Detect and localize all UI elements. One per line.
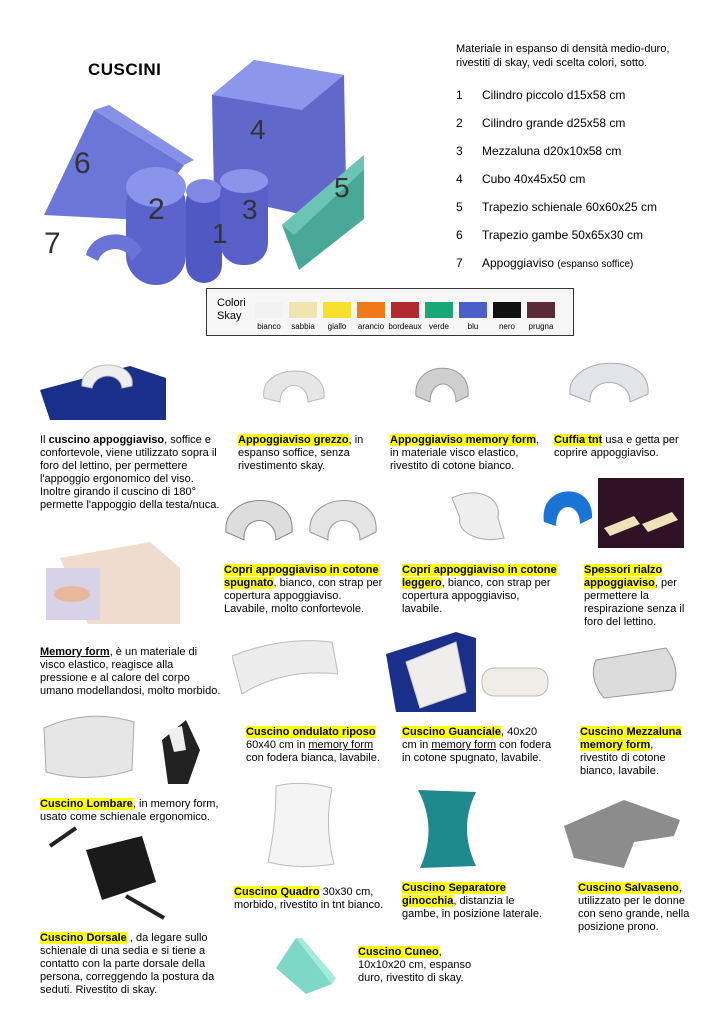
color-swatch-label: sabbia bbox=[291, 322, 315, 331]
cuscino-lombare-photo bbox=[38, 700, 216, 784]
cuscino-dorsale-photo bbox=[46, 826, 166, 920]
intro-text: Materiale in espanso di densità medio-duro, rivestiti di skay, vedi scelta colori, sotto. bbox=[456, 43, 670, 69]
color-swatch-blu bbox=[459, 302, 487, 318]
spessori-rialzo-photo bbox=[538, 478, 684, 548]
shape-number-4: 4 bbox=[250, 114, 266, 145]
list-item: 1 Cilindro piccolo d15x58 cm bbox=[456, 88, 626, 102]
color-swatch-prugna bbox=[527, 302, 555, 318]
caption-cuneo: Cuscino Cuneo, 10x10x20 cm, espanso duro, rivestito di skay. bbox=[358, 946, 472, 984]
color-swatch-bianco bbox=[255, 302, 283, 318]
cuscino-ondulato-photo bbox=[232, 632, 338, 694]
cuscino-separatore-photo bbox=[412, 786, 482, 870]
cuscino-cuneo-photo bbox=[276, 938, 336, 994]
color-swatch-verde bbox=[425, 302, 453, 318]
color-swatch-label: verde bbox=[428, 322, 449, 331]
list-item: 4 Cubo 40x45x50 cm bbox=[456, 172, 586, 186]
shape-number-3: 3 bbox=[242, 194, 258, 225]
shape-number-5: 5 bbox=[334, 172, 350, 203]
color-swatch-label: nero bbox=[498, 322, 515, 331]
caption-dorsale: Cuscino Dorsale , da legare sullo schienale di una sedia e si tiene a contatto con la parte dorsale della persona, correggendo la postura da seduti. Rivestito di skay. bbox=[40, 932, 215, 996]
copri-spugnato-photo bbox=[222, 488, 384, 560]
shape-number-7: 7 bbox=[44, 227, 61, 260]
list-item: 5 Trapezio schienale 60x60x25 cm bbox=[456, 200, 657, 214]
caption-salvaseno: Cuscino Salvaseno, utilizzato per le donne con seno grande, nella posizione prono. bbox=[578, 882, 690, 933]
shape-number-6: 6 bbox=[74, 147, 91, 180]
appoggiaviso-memory-photo bbox=[412, 356, 472, 416]
copri-leggero-photo bbox=[446, 488, 510, 544]
cuscino-guanciale-photo bbox=[386, 632, 554, 712]
caption-mezzaluna: Cuscino Mezzaluna memory form, rivestito di cotone bianco, lavabile. bbox=[580, 726, 682, 777]
appoggiaviso-grezzo-photo bbox=[258, 358, 328, 418]
list-item: 2 Cilindro grande d25x58 cm bbox=[456, 116, 626, 130]
color-swatch-bordeaux bbox=[391, 302, 419, 318]
appoggiaviso-on-table-photo bbox=[40, 348, 166, 420]
shape-number-2: 2 bbox=[148, 193, 165, 226]
cuffia-tnt-photo bbox=[566, 350, 652, 426]
foam-shapes-illustration bbox=[34, 55, 364, 305]
color-swatch-label: arancio bbox=[357, 322, 385, 331]
list-item: 6 Trapezio gambe 50x65x30 cm bbox=[456, 228, 643, 242]
color-palette: Colori Skay bianco sabbia giallo arancio bordeaux verde blu nero prugna bbox=[206, 288, 574, 336]
color-swatch-arancio bbox=[357, 302, 385, 318]
caption-memory-av: Appoggiaviso memory form, in materiale visco elastico, rivestito di cotone bianco. bbox=[390, 434, 540, 472]
color-swatch-label: bordeaux bbox=[388, 322, 422, 331]
caption-copri-spugnato: Copri appoggiaviso in cotone spugnato, bianco, con strap per copertura appoggiaviso. Lavabile, molto confortevole. bbox=[224, 564, 383, 615]
list-item: 7 Appoggiaviso (espanso soffice) bbox=[456, 256, 634, 270]
page-title: CUSCINI bbox=[88, 60, 162, 79]
cuscino-salvaseno-photo bbox=[564, 796, 680, 872]
caption-separatore: Cuscino Separatore ginocchia, distanzia le gambe, in posizione laterale. bbox=[402, 882, 543, 920]
memory-form-photo bbox=[40, 538, 180, 624]
color-swatch-label: blu bbox=[467, 322, 479, 331]
color-swatch-sabbia bbox=[289, 302, 317, 318]
color-swatch-giallo bbox=[323, 302, 351, 318]
caption-spessori: Spessori rialzo appoggiaviso, per permettere la respirazione senza il foro del lettino. bbox=[584, 564, 685, 628]
caption-memory-form: Memory form, è un materiale di visco elastico, reagisce alla pressione e al calore del corpo umano modellandosi, molto morbido. bbox=[40, 646, 221, 697]
caption-cuffia: Cuffia tnt usa e getta per coprire appoggiaviso. bbox=[554, 434, 679, 459]
color-swatch-label: bianco bbox=[257, 322, 281, 331]
caption-ondulato: Cuscino ondulato riposo 60x40 cm in memory form con fodera bianca, lavabile. bbox=[246, 726, 380, 764]
caption-appoggiaviso: Il cuscino appoggiaviso, soffice e confortevole, viene utilizzato sopra il foro del lettino, per permettere l'appoggio ergonomico del viso. Inoltre girando il cuscino di 180° permette l'appoggio della testa/nuca. bbox=[40, 434, 220, 511]
cuscino-quadro-photo bbox=[262, 780, 338, 870]
list-item: 3 Mezzaluna d20x10x58 cm bbox=[456, 144, 622, 158]
color-swatch-label: prugna bbox=[528, 322, 554, 331]
color-swatch-nero bbox=[493, 302, 521, 318]
caption-quadro: Cuscino Quadro 30x30 cm, morbido, rivestito in tnt bianco. bbox=[234, 886, 384, 911]
caption-lombare: Cuscino Lombare, in memory form, usato come schienale ergonomico. bbox=[40, 798, 219, 823]
caption-grezzo: Appoggiaviso grezzo, in espanso soffice, senza rivestimento skay. bbox=[238, 434, 364, 472]
shape-number-1: 1 bbox=[212, 218, 228, 249]
caption-guanciale: Cuscino Guanciale, 40x20 cm in memory form con fodera in cotone spugnato, lavabile. bbox=[402, 726, 552, 764]
caption-copri-leggero: Copri appoggiaviso in cotone leggero, bianco, con strap per copertura appoggiaviso, lavabile. bbox=[402, 564, 557, 615]
cuscino-mezzaluna-photo bbox=[586, 640, 682, 700]
color-swatch-label: giallo bbox=[327, 322, 347, 331]
